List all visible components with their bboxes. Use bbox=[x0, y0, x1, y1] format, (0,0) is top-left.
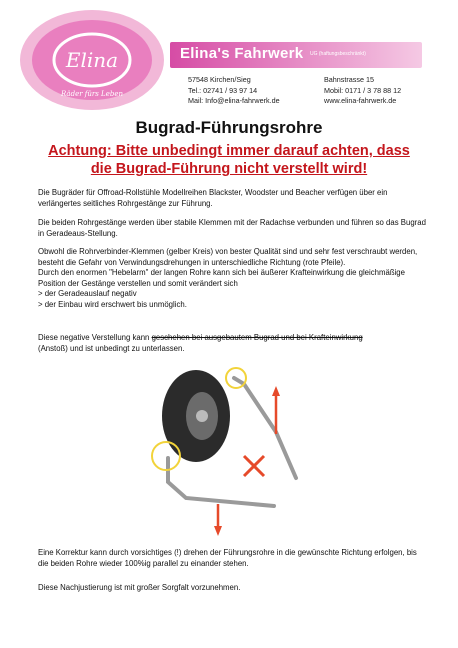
paragraph-care: Diese Nachjustierung ist mit großer Sorgfalt vorzunehmen. bbox=[38, 583, 241, 592]
wheel-photo-illustration bbox=[146, 362, 316, 542]
phone-line: Tel.: 02741 / 93 97 14 bbox=[188, 85, 258, 95]
paragraph-correction: Eine Korrektur kann durch vorsichtiges (!) drehen der Führungsrohre in die gewünschte Richtung erfolgen, bis die beiden Rohre wieder 100%ig parallel zu einander stehen. bbox=[38, 548, 417, 568]
logo-text: Elina bbox=[65, 48, 119, 72]
address-line: 57548 Kirchen/Sieg bbox=[188, 75, 251, 84]
contact-left bbox=[188, 75, 280, 107]
paragraph-risk bbox=[38, 247, 428, 311]
tube-upper bbox=[234, 378, 296, 478]
company-suffix: UG (haftungsbeschränkt) bbox=[310, 51, 366, 57]
paragraph-risk-bullet: > der Einbau wird erschwert bis unmöglich. bbox=[38, 299, 187, 309]
note-normal-text: Diese negative Verstellung kann bbox=[38, 333, 152, 342]
elina-logo bbox=[18, 8, 166, 112]
page-title: Bugrad-Führungsrohre bbox=[135, 118, 323, 137]
paragraph-warning-note bbox=[38, 333, 428, 354]
website-line[interactable]: www.elina-fahrwerk.de bbox=[324, 96, 397, 106]
wheel-hub bbox=[196, 410, 208, 422]
paragraph-risk-line: Obwohl die Rohrverbinder-Klemmen (gelber Kreis) von bester Qualität sind und sehr fest verschraubt werden, besteht die Gefahr von Verwindungsdrehungen in unterschiedliche Richtung (rote Pfeile). bbox=[38, 247, 418, 267]
paragraph-risk-bullet: > der Geradeauslauf negativ bbox=[38, 289, 137, 299]
paragraph-risk-line: Durch den enormen "Hebelarm" der langen Rohre kann sich bei äußerer Krafteinwirkung die gleichmäßige Position der Gestänge verstellen und somit verändert sich bbox=[38, 268, 405, 288]
mobile-line: Mobil: 0171 / 3 78 88 12 bbox=[324, 85, 402, 95]
company-name: Elina's Fahrwerk bbox=[180, 45, 304, 62]
logo-tagline: Räder fürs Leben bbox=[61, 90, 123, 98]
paragraph-intro: Die Bugräder für Offroad-Rollstühle Modellreihen Blackster, Woodster und Beacher verfügen über ein verlängertes seitliches Rohrgestänge zur Führung. bbox=[38, 188, 388, 208]
mail-line[interactable]: Mail: Info@elina-fahrwerk.de bbox=[188, 96, 280, 106]
arrow-up-head bbox=[272, 386, 280, 396]
street-line: Bahnstrasse 15 bbox=[324, 75, 374, 84]
warning-heading: Achtung: Bitte unbedingt immer darauf achten, dass die Bugrad-Führung nicht verstellt wird! bbox=[48, 143, 410, 177]
note-strike-text: geschehen bei ausgebautem Bugrad und bei Krafteinwirkung bbox=[151, 333, 363, 342]
contact-right bbox=[324, 75, 401, 107]
tube-lower bbox=[168, 458, 274, 506]
company-name-bar bbox=[170, 42, 422, 68]
note-rest-text: (Anstoß) und ist unbedingt zu unterlassen. bbox=[38, 343, 185, 353]
paragraph-clamps: Die beiden Rohrgestänge werden über stabile Klemmen mit der Radachse verbunden und führen so das Bugrad in Geradeaus-Stellung. bbox=[38, 218, 426, 238]
arrow-down-head bbox=[214, 526, 222, 536]
